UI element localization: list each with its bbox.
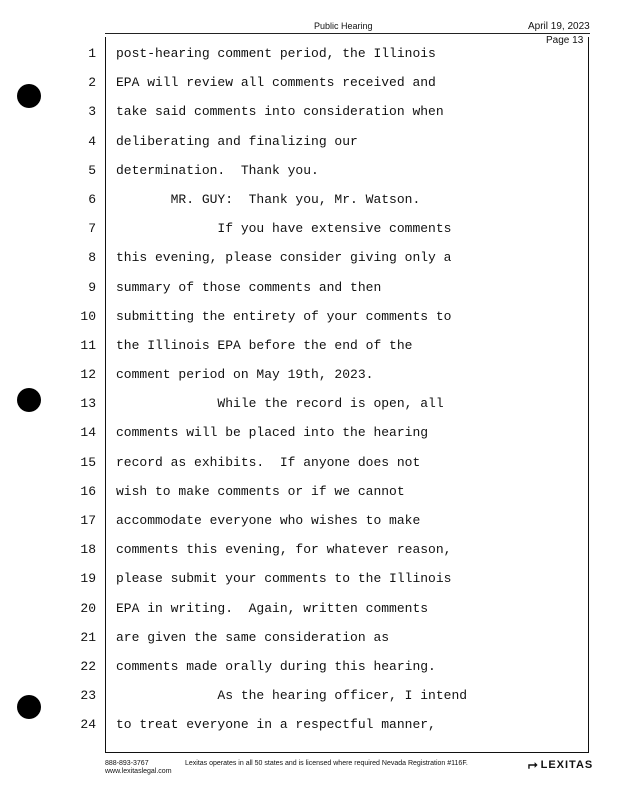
transcript-line xyxy=(60,506,590,535)
line-text: record as exhibits. If anyone does not xyxy=(116,454,421,470)
line-text: comments made orally during this hearing. xyxy=(116,658,436,674)
line-number: 19 xyxy=(80,571,96,587)
line-text: please submit your comments to the Illinois xyxy=(116,571,452,587)
footer-contact xyxy=(105,760,172,776)
transcript-line xyxy=(60,389,590,418)
line-text: are given the same consideration as xyxy=(116,629,390,645)
line-number: 4 xyxy=(88,133,96,149)
line-number: 2 xyxy=(88,75,96,91)
transcript-line xyxy=(60,623,590,652)
line-number: 21 xyxy=(80,629,96,645)
line-text: MR. GUY: Thank you, Mr. Watson. xyxy=(116,191,421,207)
line-number: 15 xyxy=(80,454,96,470)
transcript-line xyxy=(60,302,590,331)
line-text: EPA in writing. Again, written comments xyxy=(116,600,429,616)
line-text: post-hearing comment period, the Illinois xyxy=(116,46,436,61)
line-number: 22 xyxy=(80,658,96,674)
line-number: 17 xyxy=(80,513,96,528)
transcript-line xyxy=(60,681,590,710)
line-number: 8 xyxy=(88,250,96,266)
line-number: 20 xyxy=(80,600,96,616)
line-text: comments this evening, for whatever reason, xyxy=(116,542,452,558)
transcript-line xyxy=(60,652,590,681)
line-text: take said comments into consideration when xyxy=(116,104,444,120)
line-number: 14 xyxy=(80,425,96,441)
transcript-line xyxy=(60,448,590,477)
transcript-line xyxy=(60,214,590,243)
punch-hole-bottom xyxy=(17,695,41,719)
line-text: wish to make comments or if we cannot xyxy=(116,483,405,499)
line-number: 16 xyxy=(80,483,96,499)
header-date: April 19, 2023 xyxy=(528,21,590,32)
transcript-line xyxy=(60,156,590,185)
header-title: Public Hearing xyxy=(314,21,373,31)
line-text: determination. Thank you. xyxy=(116,162,319,178)
line-number: 11 xyxy=(80,337,96,353)
line-number: 9 xyxy=(88,279,96,295)
line-number: 18 xyxy=(80,542,96,558)
transcript-line xyxy=(60,127,590,156)
transcript-line xyxy=(60,564,590,593)
header-rule xyxy=(105,33,590,34)
logo-text: LEXITAS xyxy=(540,759,594,771)
lexitas-logo xyxy=(528,757,593,772)
transcript-line xyxy=(60,97,590,126)
line-text: this evening, please consider giving only a xyxy=(116,250,452,266)
punch-hole-middle xyxy=(17,388,41,412)
line-text: comments will be placed into the hearing xyxy=(116,425,429,441)
line-text: submitting the entirety of your comments to xyxy=(116,308,452,324)
transcript-line xyxy=(60,39,590,68)
transcript-line xyxy=(60,273,590,302)
transcript-line xyxy=(60,594,590,623)
line-number: 7 xyxy=(88,221,96,237)
footer-notice: Lexitas operates in all 50 states and is licensed where required Nevada Registration #116F. xyxy=(185,760,468,767)
line-number: 24 xyxy=(80,717,96,733)
line-text: comment period on May 19th, 2023. xyxy=(116,367,374,383)
line-number: 6 xyxy=(88,191,96,207)
line-text: summary of those comments and then xyxy=(116,279,382,295)
line-number: 13 xyxy=(80,396,96,412)
line-text: accommodate everyone who wishes to make xyxy=(116,513,421,528)
line-text: deliberating and finalizing our xyxy=(116,133,358,149)
transcript-line xyxy=(60,185,590,214)
transcript-line xyxy=(60,68,590,97)
line-number: 5 xyxy=(88,162,96,178)
line-number: 12 xyxy=(80,367,96,383)
transcript-line xyxy=(60,710,590,739)
transcript-lines xyxy=(60,39,590,740)
transcript-line xyxy=(60,418,590,447)
line-text: While the record is open, all xyxy=(116,396,444,412)
line-text: EPA will review all comments received and xyxy=(116,75,436,91)
page-number: Page 13 xyxy=(546,35,584,46)
line-number: 10 xyxy=(80,308,96,324)
line-number: 1 xyxy=(88,46,96,61)
line-text: to treat everyone in a respectful manner, xyxy=(116,717,436,733)
line-text: the Illinois EPA before the end of the xyxy=(116,337,413,353)
line-text: If you have extensive comments xyxy=(116,221,452,237)
transcript-line xyxy=(60,331,590,360)
transcript-line xyxy=(60,535,590,564)
transcript-line xyxy=(60,360,590,389)
transcript-line xyxy=(60,243,590,272)
lexitas-mark-icon: ⮣ xyxy=(528,757,539,771)
punch-hole-top xyxy=(17,84,41,108)
transcript-line xyxy=(60,477,590,506)
line-number: 3 xyxy=(88,104,96,120)
footer-website[interactable]: www.lexitaslegal.com xyxy=(105,768,172,775)
line-number: 23 xyxy=(80,688,96,704)
footer-phone: 888-893-3767 xyxy=(105,760,149,767)
line-text: As the hearing officer, I intend xyxy=(116,688,468,704)
